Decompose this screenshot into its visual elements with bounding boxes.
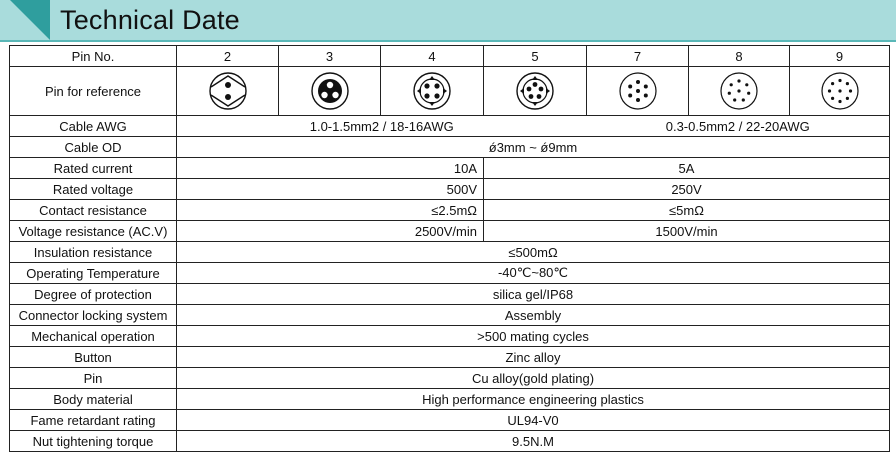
- row-value: Cu alloy(gold plating): [177, 368, 890, 389]
- row-value: Assembly: [177, 305, 890, 326]
- row-label: Mechanical operation: [10, 326, 177, 347]
- table-row: [10, 200, 890, 221]
- pin-number-cell: 5: [484, 46, 587, 67]
- pin-8-connector-face-icon: [718, 70, 760, 112]
- pin-ref-cell: [484, 67, 587, 116]
- row-label: Cable OD: [10, 137, 177, 158]
- table-row: [10, 179, 890, 200]
- pin-ref-cell: [790, 67, 890, 116]
- row-label: Degree of protection: [10, 284, 177, 305]
- row-value: ≤500mΩ: [177, 242, 890, 263]
- row-value: -40℃~80℃: [177, 263, 890, 284]
- table-row: [10, 326, 890, 347]
- table-row: [10, 347, 890, 368]
- row-value: High performance engineering plastics: [177, 389, 890, 410]
- row-label: Voltage resistance (AC.V): [10, 221, 177, 242]
- row-label: Nut tightening torque: [10, 431, 177, 452]
- pin-ref-cell: [279, 67, 381, 116]
- row-label: Pin: [10, 368, 177, 389]
- pin-number-cell: 8: [689, 46, 790, 67]
- table-row: [10, 67, 890, 116]
- row-value: UL94-V0: [177, 410, 890, 431]
- pin-number-cell: 3: [279, 46, 381, 67]
- table-row: [10, 263, 890, 284]
- pin-number-cell: 4: [381, 46, 484, 67]
- table-row: [10, 137, 890, 158]
- voltage-resistance-left-value: 2500V/min: [177, 221, 484, 242]
- table-row: [10, 284, 890, 305]
- rated-voltage-left-value: 500V: [177, 179, 484, 200]
- pin-7-connector-face-icon: [617, 70, 659, 112]
- row-label: Rated current: [10, 158, 177, 179]
- row-label: Pin No.: [10, 46, 177, 67]
- table-row: [10, 431, 890, 452]
- cable-awg-right-value: 0.3-0.5mm2 / 22-20AWG: [587, 116, 890, 137]
- row-label: Contact resistance: [10, 200, 177, 221]
- pin-3-connector-face-icon: [309, 70, 351, 112]
- table-row: [10, 242, 890, 263]
- contact-resistance-right-value: ≤5mΩ: [484, 200, 890, 221]
- contact-resistance-left-value: ≤2.5mΩ: [177, 200, 484, 221]
- pin-5-connector-face-icon: [514, 70, 556, 112]
- rated-voltage-right-value: 250V: [484, 179, 890, 200]
- table-row: [10, 368, 890, 389]
- row-label: Insulation resistance: [10, 242, 177, 263]
- row-label: Rated voltage: [10, 179, 177, 200]
- section-title: Technical Date: [60, 5, 240, 35]
- pin-9-connector-face-icon: [819, 70, 861, 112]
- pin-number-cell: 7: [587, 46, 689, 67]
- cable-od-value: ǿ3mm ~ ǿ9mm: [177, 137, 890, 158]
- pin-2-connector-face-icon: [207, 70, 249, 112]
- voltage-resistance-right-value: 1500V/min: [484, 221, 890, 242]
- table-row: [10, 221, 890, 242]
- row-label: Operating Temperature: [10, 263, 177, 284]
- table-row: [10, 158, 890, 179]
- pin-4-connector-face-icon: [411, 70, 453, 112]
- row-label: Button: [10, 347, 177, 368]
- table-row: [10, 46, 890, 67]
- pin-ref-cell: [587, 67, 689, 116]
- row-label: Connector locking system: [10, 305, 177, 326]
- pin-ref-cell: [177, 67, 279, 116]
- row-label: Cable AWG: [10, 116, 177, 137]
- row-label: Pin for reference: [10, 67, 177, 116]
- row-value: 9.5N.M: [177, 431, 890, 452]
- pin-ref-cell: [381, 67, 484, 116]
- pin-number-cell: 2: [177, 46, 279, 67]
- pin-number-cell: 9: [790, 46, 890, 67]
- technical-spec-table: [9, 45, 890, 452]
- pin-ref-cell: [689, 67, 790, 116]
- rated-current-right-value: 5A: [484, 158, 890, 179]
- cable-awg-left-value: 1.0-1.5mm2 / 18-16AWG: [177, 116, 587, 137]
- rated-current-left-value: 10A: [177, 158, 484, 179]
- section-header: [0, 0, 896, 40]
- table-row: [10, 389, 890, 410]
- row-label: Fame retardant rating: [10, 410, 177, 431]
- row-value: Zinc alloy: [177, 347, 890, 368]
- row-value: silica gel/IP68: [177, 284, 890, 305]
- table-row: [10, 305, 890, 326]
- table-row: [10, 116, 890, 137]
- header-rule: [0, 40, 896, 42]
- row-label: Body material: [10, 389, 177, 410]
- header-triangle-icon: [10, 0, 50, 40]
- row-value: >500 mating cycles: [177, 326, 890, 347]
- table-row: [10, 410, 890, 431]
